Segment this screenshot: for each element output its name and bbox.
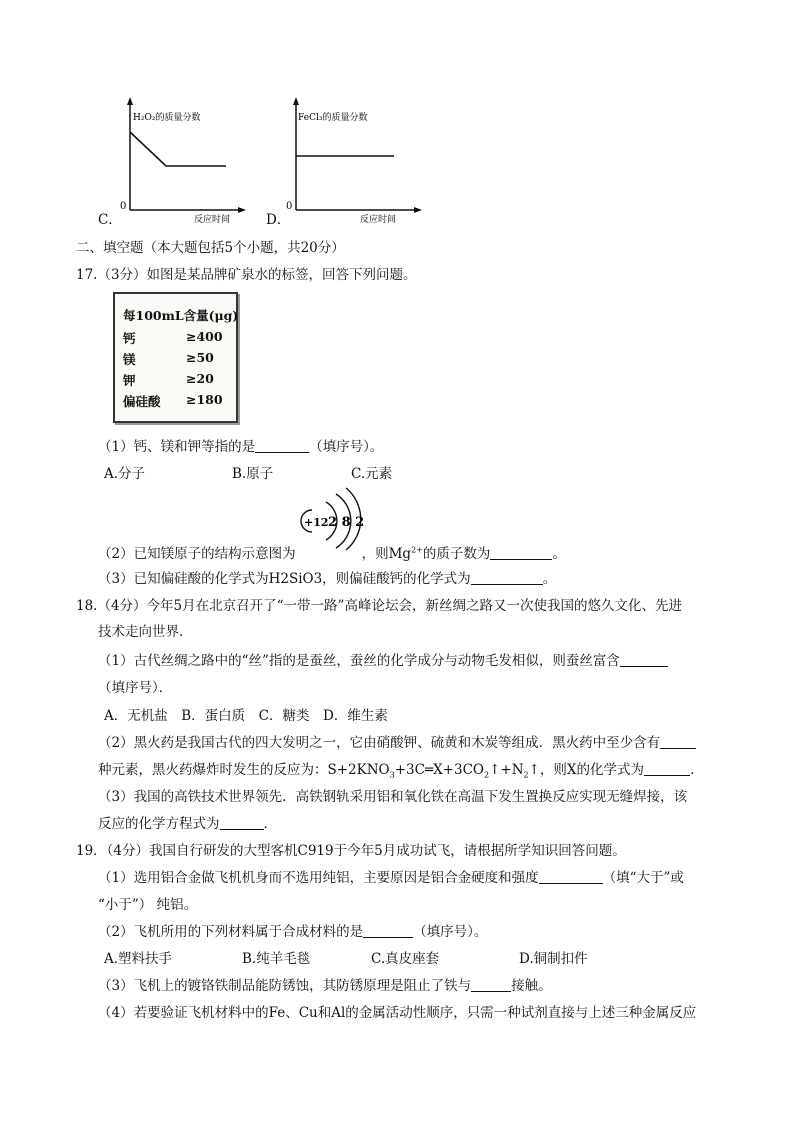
label-row: 钾 ≥20 [123, 371, 214, 388]
label-header: 每100mL含量(μg) [123, 308, 239, 323]
label-row: 偏硅酸 ≥180 [123, 392, 223, 409]
q18-part2-cont: 种元素，黑火药爆炸时发生的反应为：$S+2KNO_3+3C═X+3CO_2↑+N_2↑$，则X的化学式为 . [98, 762, 695, 780]
label-row: 镁 ≥50 [123, 350, 214, 367]
q19-part1-cont: “小于”） 纯铝。 [98, 897, 198, 913]
q19-option: C.真皮座套 [371, 951, 440, 967]
graph-d-y-arrow [293, 97, 299, 105]
q19-stem: 19．（4分）我国自行研发的大型客机C919于今年5月成功试飞，请根据所学知识回答问题。 [76, 843, 626, 859]
graph-d-xlabel: 反应时间 [360, 215, 397, 225]
q18-part3: （3）我国的高铁技术世界领先．高铁钢轨采用铝和氧化铁在高温下发生置换反应实现无缝焊接，该 [98, 789, 688, 805]
graph-c-letter: C． [98, 212, 122, 228]
q18-options: A．无机盐 B．蛋白质 C．糖类 D．维生素 [104, 708, 388, 724]
q18-stem-cont: 技术走向世界． [98, 624, 193, 640]
q18-part1-cont: （填序号）． [98, 680, 173, 696]
q19-part1: （1）选用铝合金做飞机机身而不选用纯铝，主要原因是铝合金硬度和强度 （填“大于”或 [98, 870, 684, 886]
atom-nucleus: +12 [304, 516, 329, 529]
q19-option: D.铜制扣件 [519, 951, 588, 967]
q19-part4: （4）若要验证飞机材料中的Fe、Cu和Al的金属活动性顺序，只需一种试剂直接与上述三种金属反应 [98, 1005, 697, 1021]
graph-d-x-arrow [414, 207, 422, 213]
q18-part1: （1）古代丝绸之路中的“丝”指的是蚕丝，蚕丝的化学成分与动物毛发相似，则蚕丝富含 [98, 649, 668, 669]
graph-d-origin: 0 [286, 201, 293, 212]
graph-d [266, 96, 426, 226]
graph-d-ylabel: FeCl₃的质量分数 [298, 113, 368, 123]
q17-part3: （3）已知偏硅酸的化学式为H2SiO3，则偏硅酸钙的化学式为 。 [98, 571, 557, 587]
graph-d-letter: D． [266, 212, 291, 228]
graph-c-origin: 0 [120, 201, 127, 212]
q17-option: B.原子 [232, 466, 274, 482]
q17-option: A.分子 [104, 466, 146, 482]
q19-option: A.塑料扶手 [104, 951, 173, 967]
graph-c-ylabel: H₂O₂的质量分数 [133, 113, 201, 123]
graph-c-curve [130, 132, 226, 166]
q18-part3-cont: 反应的化学方程式为 ． [98, 816, 277, 832]
q18-part2: （2）黑火药是我国古代的四大发明之一，它由硝酸钾、硫黄和木炭等组成．黑火药中至少含有 [98, 731, 696, 751]
q17-stem: 17.（3分）如图是某品牌矿泉水的标签，回答下列问题。 [76, 267, 417, 283]
q17-part2: （2）已知镁原子的结构示意图为 ，则$Mg^{2+}$的质子数为 。 [98, 545, 566, 562]
q19-part3: （3）飞机上的镀铬铁制品能防锈蚀，其防锈原理是阻止了铁与 接触。 [98, 978, 552, 994]
q18-stem: 18.（4分）今年5月在北京召开了“一带一路”高峰论坛会，新丝绸之路又一次使我国的悠久文化、先进 [76, 598, 682, 614]
q19-part2: （2）飞机所用的下列材料属于合成材料的是 （填序号）。 [98, 924, 488, 940]
mineral-water-label [113, 292, 238, 423]
graph-c-y-arrow [127, 97, 133, 105]
q17-option: C.元素 [351, 466, 393, 482]
q17-part1: （1）钙、镁和钾等指的是 （填序号）。 [98, 439, 384, 455]
section-title: 二、填空题（本大题包括5个小题，共20分） [76, 240, 345, 256]
graph-c-xlabel: 反应时间 [194, 215, 231, 225]
q19-option: B.纯羊毛毯 [242, 951, 311, 967]
graph-c [98, 96, 248, 226]
label-row: 钙 ≥400 [123, 329, 223, 346]
atom-shells: 2 8 2 [328, 515, 365, 530]
graph-c-x-arrow [238, 207, 246, 213]
